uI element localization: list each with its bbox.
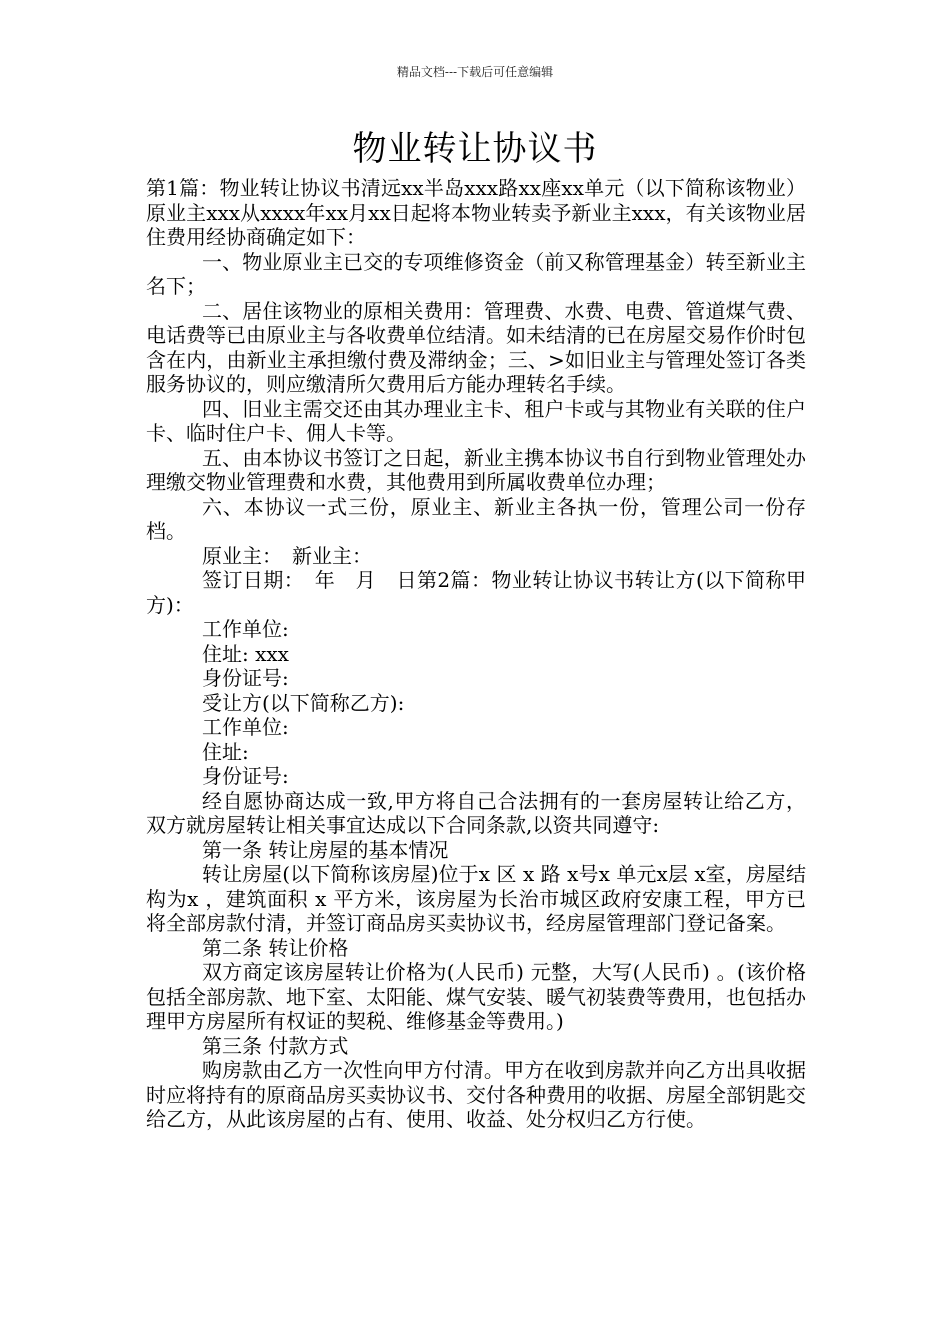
paragraph: 住址: <box>202 739 249 764</box>
paragraph: 双方商定该房屋转让价格为(人民币) 元整，大写(人民币) 。(该价格包括全部房款、地下室、太阳能、煤气安装、暖气初装费等费用，也包括办理甲方房屋所有权证的契税、维修基金等费用。) <box>146 960 806 1033</box>
paragraph: 身份证号: <box>202 764 289 788</box>
paragraph: 二、居住该物业的原相关费用：管理费、水费、电费、管道煤气费、电话费等已由原业主与各收费单位结清。如未结清的已在房屋交易作价时包含在内，由新业主承担缴付费及滞纳金；三、>如旧业主与管理处签订各类服务协议的，则应缴清所欠费用后方能办理转名手续。 <box>146 298 806 396</box>
paragraph: 五、由本协议书签订之日起，新业主携本协议书自行到物业管理处办理缴交物业管理费和水费，其他费用到所属收费单位办理； <box>146 445 806 494</box>
paragraph: 工作单位: <box>202 715 289 739</box>
paragraph: 四、旧业主需交还由其办理业主卡、租户卡或与其物业有关联的住户卡、临时住户卡、佣人卡等。 <box>146 396 806 445</box>
paragraph: 受让方(以下简称乙方): <box>202 690 405 715</box>
paragraph: 身份证号: <box>202 666 289 690</box>
paragraph: 六、本协议一式三份，原业主、新业主各执一份，管理公司一份存档。 <box>146 494 806 543</box>
paragraph: 第三条 付款方式 <box>202 1033 349 1058</box>
document-body <box>146 176 806 1132</box>
paragraph: 住址: xxx <box>202 641 289 666</box>
paragraph: 转让房屋(以下简称该房屋)位于x 区 x 路 x号x 单元x层 x室，房屋结构为x ，建筑面积 x 平方米，该房屋为长治市城区政府安康工程，甲方已将全部房款付清，并签订商品房买卖协议书，经房屋管理部门登记备案。 <box>146 862 806 935</box>
paragraph: 经自愿协商达成一致,甲方将自己合法拥有的一套房屋转让给乙方，双方就房屋转让相关事宜达成以下合同条款,以资共同遵守: <box>146 788 806 837</box>
document-title: 物业转让协议书 <box>352 129 598 169</box>
paragraph: 一、物业原业主已交的专项维修资金（前又称管理基金）转至新业主名下； <box>146 249 806 298</box>
paragraph: 第一条 转让房屋的基本情况 <box>202 837 449 862</box>
paragraph: 工作单位: <box>202 617 289 641</box>
paragraph: 原业主： 新业主： <box>202 543 372 568</box>
paragraph: 第1篇：物业转让协议书清远xx半岛xxx路xx座xx单元（以下简称该物业）原业主xxx从xxxx年xx月xx日起将本物业转卖予新业主xxx，有关该物业居住费用经协商确定如下： <box>146 176 806 249</box>
paragraph: 购房款由乙方一次性向甲方付清。甲方在收到房款并向乙方出具收据时应将持有的原商品房买卖协议书、交付各种费用的收据、房屋全部钥匙交给乙方，从此该房屋的占有、使用、收益、处分权归乙方行使。 <box>146 1058 806 1131</box>
paragraph: 签订日期： 年 月 日第2篇：物业转让协议书转让方(以下简称甲方)： <box>146 568 806 617</box>
paragraph: 第二条 转让价格 <box>202 935 349 960</box>
page-header: 精品文档---下载后可任意编辑 <box>396 65 554 79</box>
